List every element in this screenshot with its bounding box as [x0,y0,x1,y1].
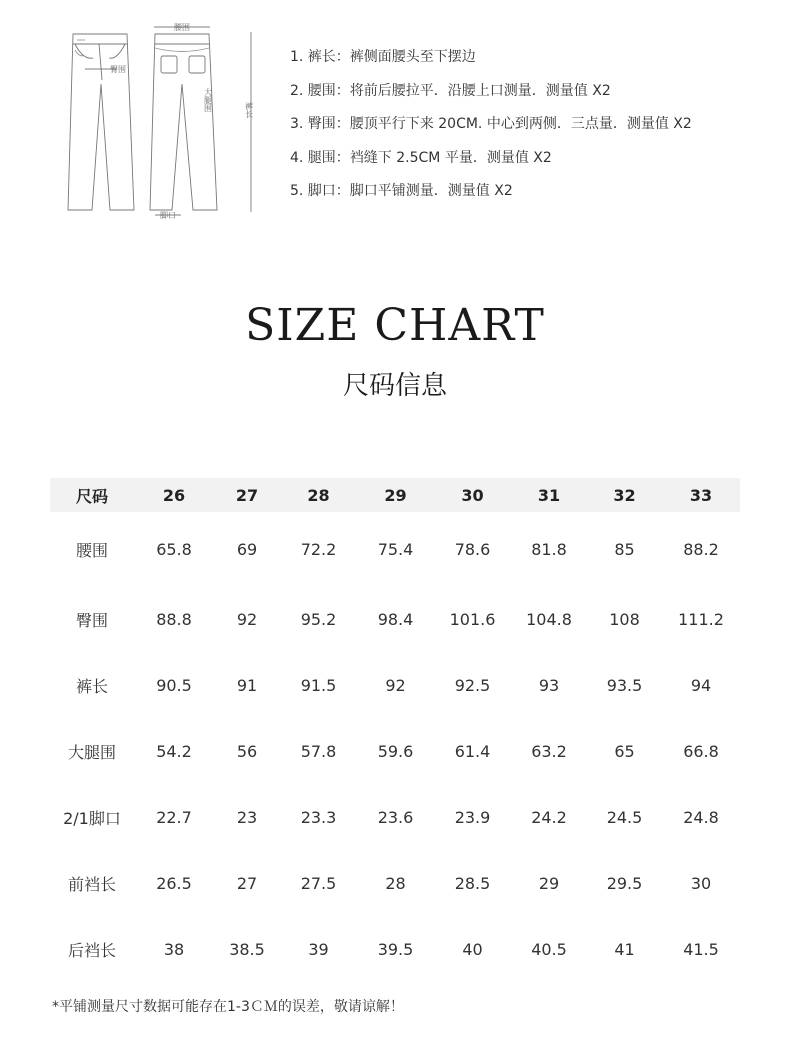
table-cell: 75.4 [377,539,414,559]
table-row [50,784,740,850]
table-cell: 93.5 [606,675,643,695]
table-cell: 27 [236,873,258,893]
table-cell: 92 [236,609,258,629]
footnote: *平铺测量尺寸数据可能存在1-3ＣＭ的误差，敬请谅解！ [52,999,404,1015]
size-chart-subtitle: 尺码信息 [342,371,447,401]
table-cell: 24.2 [531,807,567,827]
header-cell: 29 [357,478,434,512]
note-item: 5. 脚口：脚口平铺测量．测量值 X2 [290,183,513,199]
hem-label: 脚口 [160,211,176,220]
header-cell: 26 [134,478,214,512]
row-label: 腰围 [75,540,108,560]
table-cell: 29.5 [606,873,643,893]
table-cell: 22.7 [156,807,192,827]
table-cell: 29 [538,873,560,893]
table-row [50,916,740,982]
table-cell: 69 [236,539,258,559]
note-item: 1. 裤长：裤侧面腰头至下摆边 [290,49,476,65]
length-label: 裤长 [244,102,254,118]
hip-label: 臀围 [110,65,126,74]
table-cell: 41 [614,939,635,959]
table-cell: 24.8 [683,807,719,827]
table-cell: 85 [614,539,635,559]
table-cell: 27.5 [300,873,337,893]
table-cell: 72.2 [300,539,337,559]
table-cell: 92 [385,675,406,695]
header-cell: 27 [214,478,280,512]
table-cell: 94 [690,675,712,695]
table-cell: 111.2 [678,609,724,629]
row-label: 臀围 [75,610,108,630]
table-row [50,512,740,586]
table-cell: 23.6 [377,807,414,827]
note-item: 2. 腰围：将前后腰拉平．沿腰上口测量．测量值 X2 [290,82,611,99]
note-item: 4. 腿围：裆缝下 2.5CM 平量．测量值 X2 [290,149,552,166]
table-cell: 23.9 [454,807,491,827]
table-cell: 63.2 [531,741,567,761]
row-label: 前裆长 [67,874,116,894]
row-label: 2/1脚口 [63,808,121,828]
header-cell: 28 [280,478,357,512]
row-label: 大腿围 [67,742,116,762]
table-cell: 81.8 [531,539,567,559]
table-cell: 28.5 [454,873,491,893]
header-cell: 31 [511,478,587,512]
size-table [50,478,740,982]
table-cell: 23.3 [300,807,337,827]
table-cell: 54.2 [156,741,192,761]
note-item: 3. 臀围：腰顶平行下来 20CM. 中心到两侧．三点量．测量值 X2 [290,116,692,132]
measurement-notes [290,46,692,214]
pants-measurement-diagram [55,22,280,222]
table-cell: 59.6 [377,741,414,761]
table-row [50,850,740,916]
table-cell: 93 [538,675,560,695]
waist-label: 腰围 [174,23,190,32]
table-cell: 108 [609,609,640,629]
table-cell: 40.5 [531,939,567,959]
table-header-row [50,478,740,512]
table-cell: 90.5 [156,675,192,695]
table-cell: 101.6 [449,609,496,629]
table-cell: 78.6 [454,539,491,559]
table-cell: 28 [385,873,406,893]
header-cell: 30 [434,478,511,512]
header-cell: 33 [662,478,740,512]
row-label: 裤长 [75,676,108,696]
table-cell: 88.8 [156,609,192,629]
table-cell: 91 [236,675,258,695]
table-cell: 91.5 [300,675,337,695]
table-cell: 57.8 [300,741,337,761]
table-cell: 104.8 [526,609,572,629]
table-cell: 95.2 [300,609,337,629]
table-cell: 56 [236,741,258,761]
row-label: 后裆长 [67,940,116,960]
table-cell: 61.4 [454,741,491,761]
table-cell: 98.4 [377,609,414,629]
table-cell: 65 [614,741,635,761]
table-cell: 65.8 [156,539,192,559]
table-cell: 38.5 [229,939,265,959]
table-cell: 88.2 [683,539,719,559]
table-cell: 26.5 [156,873,192,893]
header-cell: 尺码 [50,478,134,512]
table-cell: 41.5 [683,939,719,959]
table-cell: 38 [163,939,185,959]
table-row [50,718,740,784]
thigh-label: 大腿围 [203,88,213,112]
table-cell: 39 [308,939,329,959]
table-cell: 24.5 [606,807,643,827]
table-cell: 40 [462,939,483,959]
header-cell: 32 [587,478,662,512]
table-cell: 39.5 [377,939,414,959]
table-cell: 66.8 [683,741,719,761]
table-row [50,652,740,718]
table-cell: 30 [690,873,712,893]
table-row [50,586,740,652]
table-cell: 92.5 [454,675,491,695]
size-chart-title: SIZE CHART [245,300,545,351]
table-cell: 23 [236,807,258,827]
